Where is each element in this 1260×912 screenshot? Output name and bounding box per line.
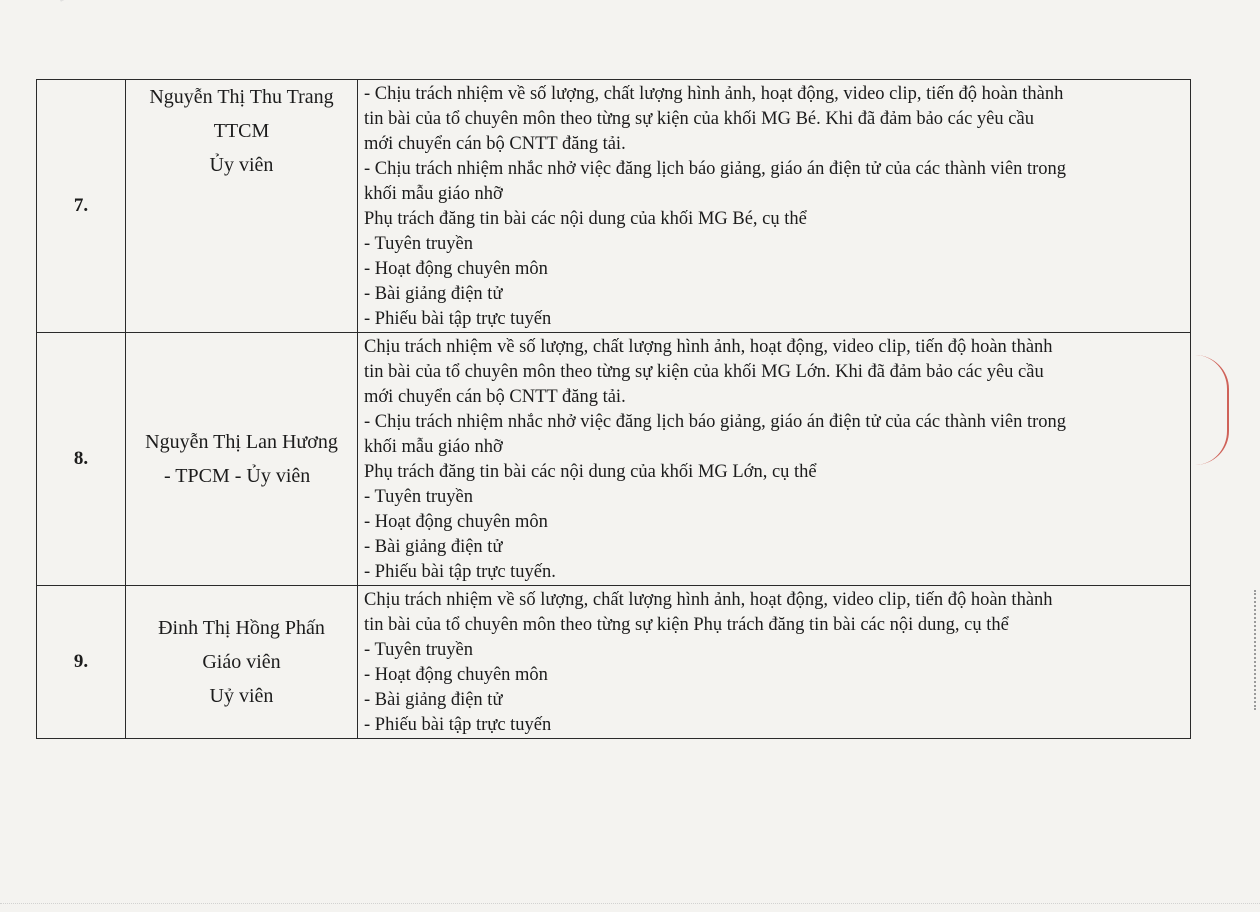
- duty-line: - Phiếu bài tập trực tuyến: [364, 309, 552, 329]
- table-row: [37, 586, 1191, 739]
- duty-line: - Bài giảng điện tử: [364, 690, 503, 710]
- member-cell: [126, 80, 358, 333]
- duty-line: khối mẫu giáo nhỡ: [364, 437, 503, 457]
- duty-line: - Phiếu bài tập trực tuyến.: [364, 562, 556, 582]
- duty-cell: [358, 586, 1191, 739]
- scan-artifact-top: [60, 0, 164, 46]
- member-role: - TPCM - Ủy viên: [164, 465, 311, 487]
- duty-line: tin bài của tổ chuyên môn theo từng sự kiện của khối MG Lớn. Khi đã đảm bảo các yêu cầu: [364, 362, 1044, 382]
- red-pen-bracket-mark: [1195, 355, 1229, 465]
- member-position: Uỷ viên: [209, 685, 274, 707]
- duty-cell: [358, 80, 1191, 333]
- duty-line: mới chuyển cán bộ CNTT đăng tải.: [364, 134, 626, 154]
- duty-line: - Phiếu bài tập trực tuyến: [364, 715, 552, 735]
- member-role: Giáo viên: [202, 651, 281, 673]
- duty-line: - Hoạt động chuyên môn: [364, 665, 548, 685]
- duty-line: Phụ trách đăng tin bài các nội dung của khối MG Bé, cụ thể: [364, 209, 807, 229]
- duty-line: - Chịu trách nhiệm nhắc nhở việc đăng lịch báo giảng, giáo án điện tử của các thành viên trong: [364, 412, 1067, 432]
- duty-line: - Tuyên truyền: [364, 640, 473, 660]
- member-name: Đinh Thị Hồng Phấn: [158, 617, 325, 639]
- member-name: Nguyễn Thị Lan Hương: [145, 431, 338, 453]
- duty-line: - Bài giảng điện tử: [364, 284, 503, 304]
- duty-line: mới chuyển cán bộ CNTT đăng tải.: [364, 387, 626, 407]
- table-row: [37, 333, 1191, 586]
- scan-bottom-artifact: [0, 903, 1260, 912]
- duty-line: - Chịu trách nhiệm về số lượng, chất lượng hình ảnh, hoạt động, video clip, tiến độ hoàn thành: [364, 84, 1064, 104]
- duty-cell: [358, 333, 1191, 586]
- duty-line: tin bài của tổ chuyên môn theo từng sự kiện Phụ trách đăng tin bài các nội dung, cụ thể: [364, 615, 1009, 635]
- duty-line: tin bài của tổ chuyên môn theo từng sự kiện của khối MG Bé. Khi đã đảm bảo các yêu cầu: [364, 109, 1034, 129]
- row-number: 7.: [37, 80, 126, 333]
- row-number: 8.: [37, 333, 126, 586]
- duty-line: - Tuyên truyền: [364, 487, 473, 507]
- table-row: [37, 80, 1191, 333]
- assignment-table-container: [36, 79, 1190, 739]
- duty-line: Phụ trách đăng tin bài các nội dung của khối MG Lớn, cụ thể: [364, 462, 817, 482]
- duty-line: - Hoạt động chuyên môn: [364, 259, 548, 279]
- duty-line: - Hoạt động chuyên môn: [364, 512, 548, 532]
- duty-line: khối mẫu giáo nhỡ: [364, 184, 503, 204]
- duty-line: Chịu trách nhiệm về số lượng, chất lượng hình ảnh, hoạt động, video clip, tiến độ hoàn thành: [364, 337, 1053, 357]
- member-cell: [126, 333, 358, 586]
- duty-line: - Chịu trách nhiệm nhắc nhở việc đăng lịch báo giảng, giáo án điện tử của các thành viên trong: [364, 159, 1067, 179]
- member-name: Nguyễn Thị Thu Trang: [149, 86, 334, 108]
- scan-edge-artifact: [1250, 590, 1256, 710]
- duty-line: Chịu trách nhiệm về số lượng, chất lượng hình ảnh, hoạt động, video clip, tiến độ hoàn thành: [364, 590, 1053, 610]
- duty-line: - Tuyên truyền: [364, 234, 473, 254]
- duty-line: - Bài giảng điện tử: [364, 537, 503, 557]
- assignment-table: [36, 79, 1191, 739]
- member-cell: [126, 586, 358, 739]
- member-position: Ủy viên: [209, 154, 274, 176]
- member-role: TTCM: [213, 120, 270, 142]
- row-number: 9.: [37, 586, 126, 739]
